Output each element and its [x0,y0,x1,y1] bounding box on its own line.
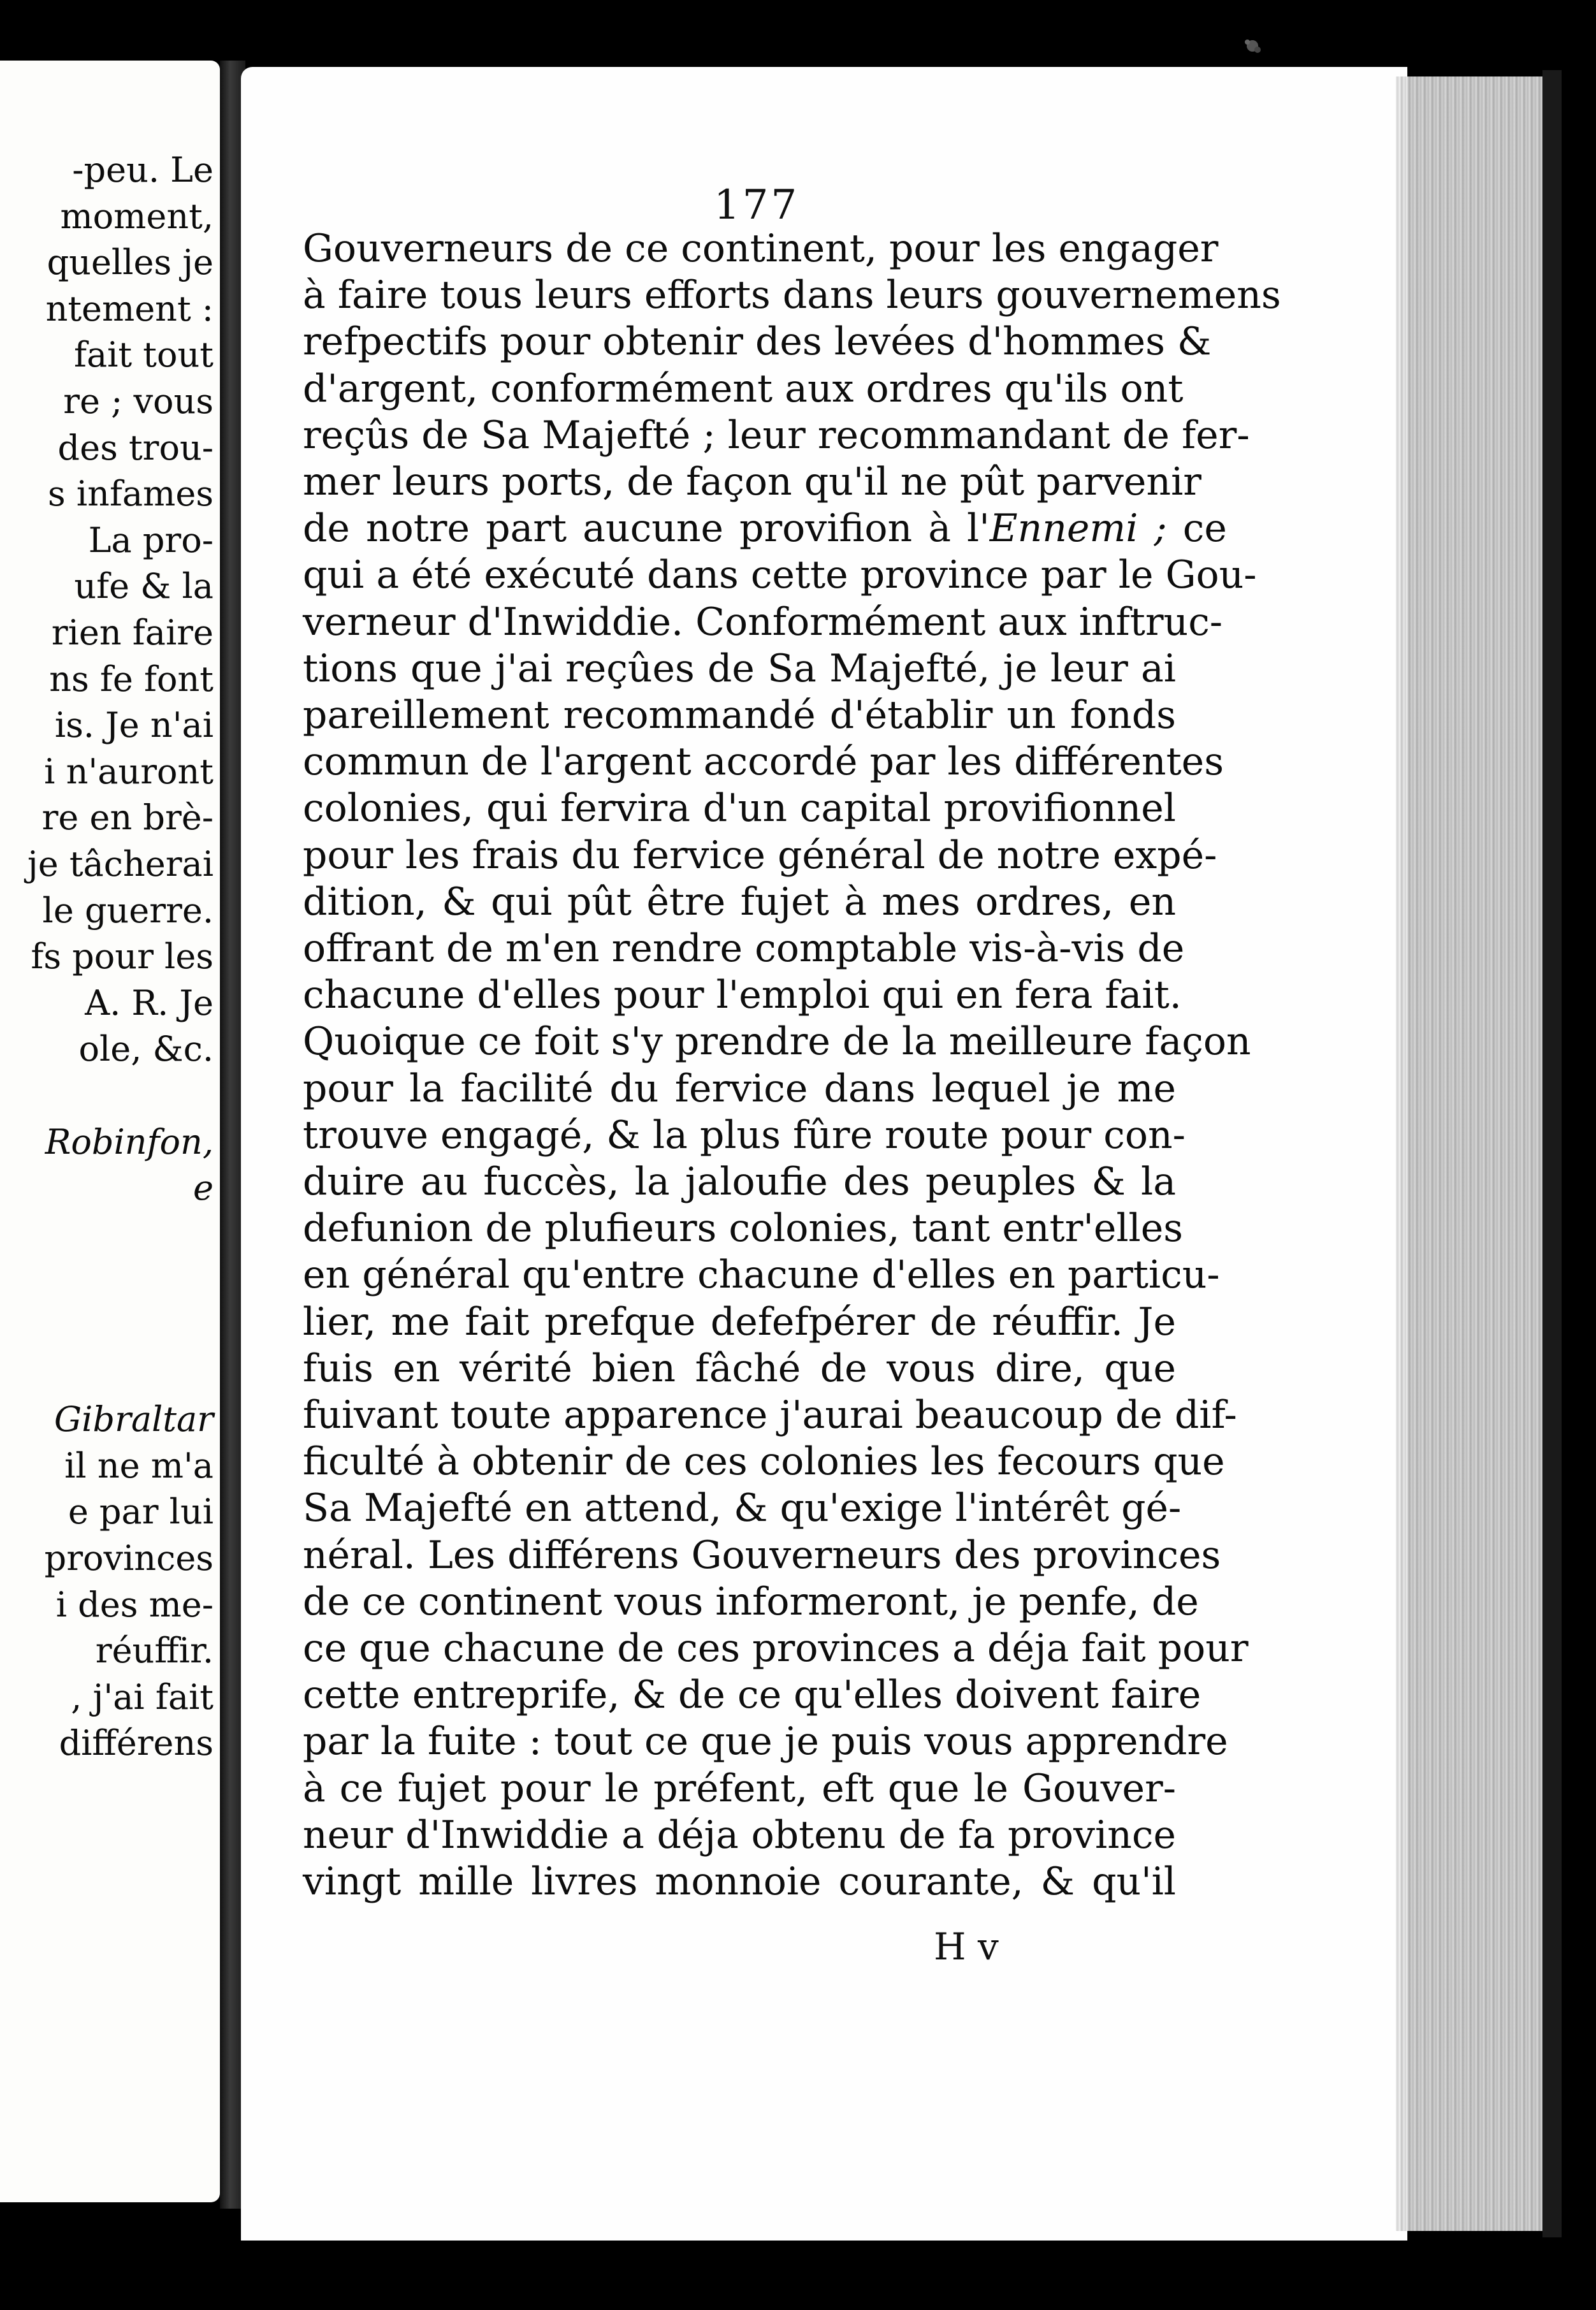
left-page-line: fs pour les [31,936,214,977]
body-line: refpectifs pour obtenir des levées d'hommes & [303,319,1212,365]
body-line: colonies, qui fervira d'un capital provifionnel [303,786,1176,831]
left-page-line: re ; vous [63,381,214,421]
left-page-line: La pro- [88,519,214,560]
body-line: de notre part aucune provifion à l'Ennemi ; ce [303,506,1227,551]
left-page-line: , j'ai fait [71,1676,214,1717]
body-line: néral. Les différens Gouverneurs des provinces [303,1532,1221,1578]
left-page-line: Robinfon, [45,1121,214,1162]
body-line: Gouverneurs de ce continent, pour les engager [303,226,1219,271]
body-line: fuis en vérité bien fâché de vous dire, que [303,1346,1176,1391]
body-line: vingt mille livres monnoie courante, & qu'il [303,1859,1176,1904]
left-page-line: e par lui [68,1492,214,1532]
body-line: defunion de plufieurs colonies, tant entr'elles [303,1206,1184,1251]
left-page-line: re en brè- [41,797,214,838]
left-page-line: ole, &c. [78,1029,214,1070]
left-page-line: i n'auront [44,751,214,792]
left-page-line: le guerre. [42,890,214,931]
left-page-line: des trou- [57,427,214,468]
body-line: Sa Majefté en attend, & qu'exige l'intérêt gé- [303,1486,1182,1531]
body-line: commun de l'argent accordé par les différentes [303,739,1224,785]
left-page-line: moment, [60,196,214,236]
body-line: par la fuite : tout ce que je puis vous apprendre [303,1719,1228,1764]
left-page-line: Gibraltar [54,1399,214,1440]
body-line: reçûs de Sa Majefté ; leur recommandant de fer- [303,412,1250,458]
body-line: Quoique ce foit s'y prendre de la meilleure façon [303,1019,1251,1064]
body-line: lier, me fait prefque defefpérer de réuffir. Je [303,1299,1176,1344]
body-line: cette entreprife, & de ce qu'elles doivent faire [303,1673,1201,1718]
left-page-line: i des me- [55,1584,214,1625]
left-page-line: il ne m'a [64,1445,214,1486]
signature-mark: H v [934,1925,999,1968]
left-page-line: différens [59,1723,214,1764]
body-line: à ce fujet pour le préfent, eft que le Gouver- [303,1766,1176,1811]
body-line: à faire tous leurs efforts dans leurs gouvernemens [303,273,1281,318]
body-line: pour la facilité du fervice dans lequel je me [303,1066,1176,1111]
body-line: chacune d'elles pour l'emploi qui en fera fait. [303,973,1182,1018]
body-line: fuivant toute apparence j'aurai beaucoup de dif- [303,1393,1237,1437]
left-page-line: -peu. Le [72,150,214,190]
left-page-line: ntement : [45,288,214,329]
body-line: offrant de m'en rendre comptable vis-à-vis de [303,926,1185,971]
body-line: verneur d'Inwiddie. Conformément aux inftruc- [303,599,1223,644]
body-line: tions que j'ai reçûes de Sa Majefté, je leur ai [303,646,1176,691]
left-page-line: quelles je [47,242,214,283]
body-line: ficulté à obtenir de ces colonies les fecours que [303,1439,1225,1485]
page-number: 177 [714,182,800,229]
left-page-line: A. R. Je [85,982,214,1023]
left-page-line: je tâcherai [27,844,214,884]
body-line: en général qu'entre chacune d'elles en particu- [303,1253,1220,1298]
left-page-line: rien faire [51,613,214,653]
left-facing-page [0,61,220,2202]
left-page-line: ufe & la [74,566,214,607]
left-page-line: ns fe font [49,658,214,699]
body-line: pareillement recommandé d'établir un fonds [303,693,1176,737]
body-line: pour les frais du fervice général de notre expé- [303,832,1217,878]
body-line: trouve engagé, & la plus fûre route pour con- [303,1112,1186,1158]
left-page-line: e [193,1168,214,1209]
body-line: mer leurs ports, de façon qu'il ne pût parvenir [303,460,1201,504]
page-fore-edge [1396,76,1555,2231]
left-page-line: provinces [44,1538,214,1578]
body-line: d'argent, conformément aux ordres qu'ils ont [303,366,1184,411]
body-line: neur d'Inwiddie a déja obtenu de fa province [303,1812,1176,1857]
left-page-line: fait tout [73,335,214,375]
ink-blot-icon [1240,33,1265,59]
left-page-line: s infames [48,474,214,514]
page-edge-shadow [1542,70,1562,2237]
italic-word: Ennemi ; [989,506,1167,551]
body-line: qui a été exécuté dans cette province par le Gou- [303,553,1257,598]
body-line: dition, & qui pût être fujet à mes ordres, en [303,879,1176,924]
body-line: ce que chacune de ces provinces a déja fait pour [303,1626,1249,1671]
body-line: de ce continent vous informeront, je penfe, de [303,1579,1199,1624]
body-line: duire au fuccès, la jaloufie des peuples & la [303,1159,1176,1204]
left-page-line: is. Je n'ai [54,705,214,746]
left-page-line: réuffir. [95,1631,214,1671]
